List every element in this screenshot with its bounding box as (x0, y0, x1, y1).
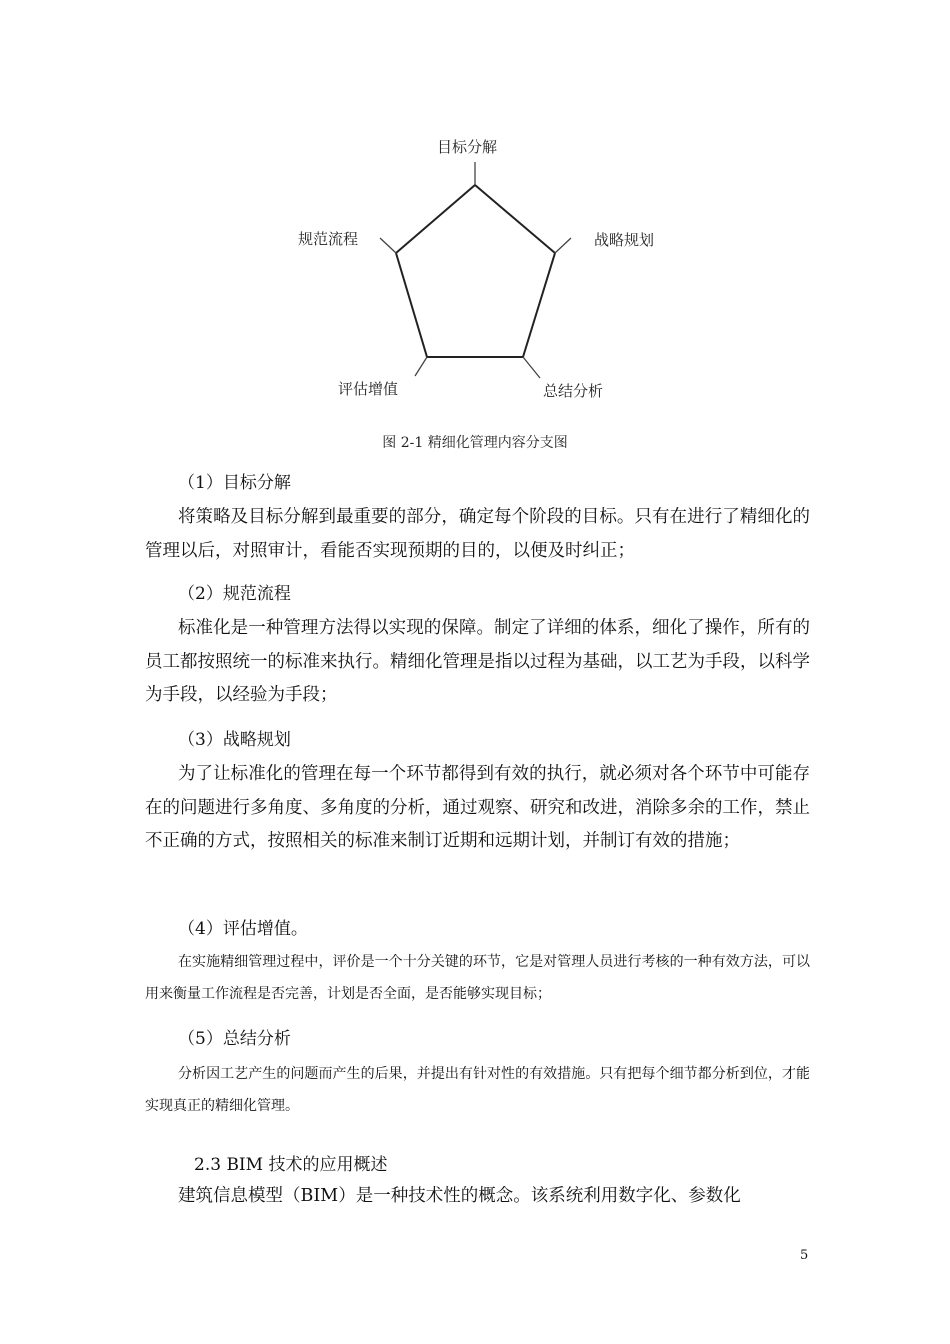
diagram-node-label: 战略规划 (594, 231, 655, 249)
diagram-node-label: 评估增值 (338, 380, 399, 398)
item-paragraph: 为了让标准化的管理在每一个环节都得到有效的执行，就必须对各个环节中可能存在的问题进行多角度、多角度的分析，通过观察、研究和改进，消除多余的工作，禁止不正确的方式，按照相关的标准来制订近期和远期计划，并制订有效的措施； (145, 764, 810, 851)
diagram-node-label: 总结分析 (543, 382, 604, 400)
item-heading: （3）战略规划 (178, 730, 291, 750)
item-heading: （2）规范流程 (178, 584, 291, 604)
item-paragraph: 标准化是一种管理方法得以实现的保障。制定了详细的体系，细化了操作，所有的员工都按照统一的标准来执行。精细化管理是指以过程为基础，以工艺为手段，以科学为手段，以经验为手段； (145, 618, 810, 705)
item-paragraph: 将策略及目标分解到最重要的部分，确定每个阶段的目标。只有在进行了精细化的管理以后，对照审计，看能否实现预期的目的，以便及时纠正； (145, 507, 810, 561)
diagram-edge (396, 253, 427, 357)
diagram-node-label: 规范流程 (298, 230, 359, 248)
item-heading: （5）总结分析 (178, 1029, 291, 1049)
pentagon-diagram (0, 0, 950, 430)
diagram-edge (523, 253, 555, 357)
diagram-connector (555, 238, 571, 253)
page-number: 5 (800, 1248, 809, 1263)
diagram-edge (396, 185, 475, 253)
section-paragraph: 建筑信息模型（BIM）是一种技术性的概念。该系统利用数字化、参数化 (178, 1186, 741, 1206)
diagram-edge (475, 185, 555, 253)
item-paragraph: 在实施精细管理过程中，评价是一个十分关键的环节，它是对管理人员进行考核的一种有效方法，可以用来衡量工作流程是否完善，计划是否全面，是否能够实现目标； (145, 954, 810, 1002)
diagram-connector (523, 357, 540, 378)
item-heading: （4）评估增值。 (178, 919, 308, 939)
item-heading: （1）目标分解 (178, 473, 291, 493)
diagram-connector (380, 238, 396, 253)
item-paragraph: 分析因工艺产生的问题而产生的后果，并提出有针对性的有效措施。只有把每个细节都分析到位，才能实现真正的精细化管理。 (145, 1066, 810, 1114)
figure-caption: 图 2-1 精细化管理内容分支图 (382, 435, 568, 451)
diagram-connector (415, 357, 427, 376)
section-title: 2.3 BIM 技术的应用概述 (194, 1155, 388, 1175)
diagram-node-label: 目标分解 (437, 138, 498, 156)
